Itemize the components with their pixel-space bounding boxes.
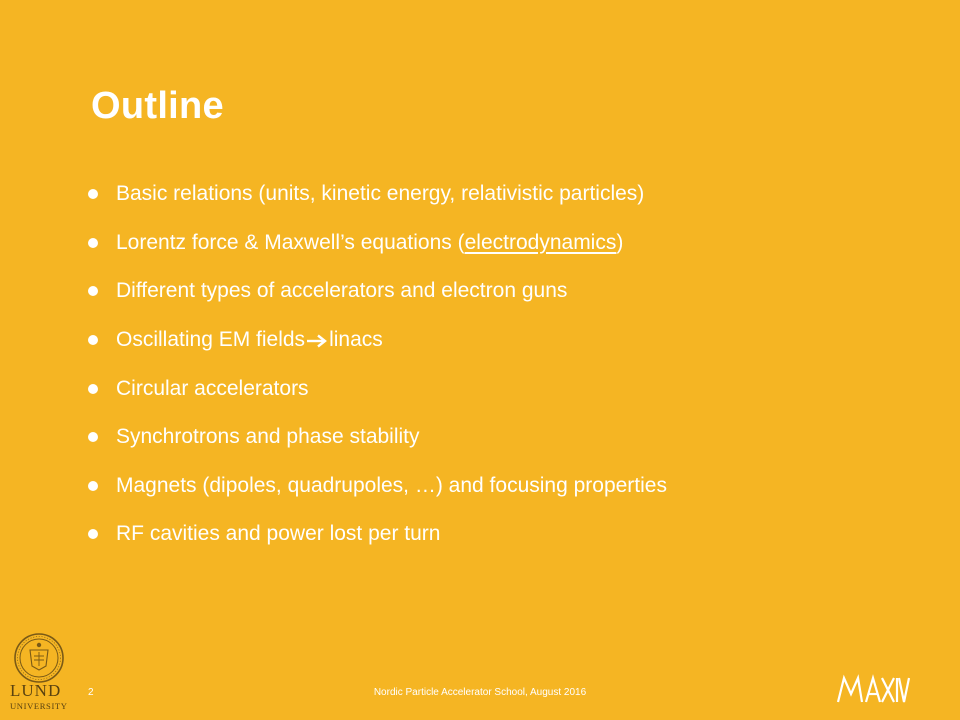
bullet-text: Synchrotrons and phase stability xyxy=(116,425,420,449)
bullet-text: Circular accelerators xyxy=(116,376,309,400)
bullet-dot-icon xyxy=(88,384,98,394)
bullet-item xyxy=(88,462,908,511)
bullet-text xyxy=(116,231,623,255)
maxiv-logo xyxy=(836,674,910,704)
lund-logo-line1: LUND xyxy=(10,681,62,700)
bullet-dot-icon xyxy=(88,529,98,539)
bullet-text xyxy=(116,328,383,352)
bullet-dot-icon xyxy=(88,189,98,199)
bullet-item xyxy=(88,413,908,462)
bullet-text-before: Lorentz force & Maxwell’s equations ( xyxy=(116,230,465,254)
bullet-text: Magnets (dipoles, quadrupoles, …) and focusing properties xyxy=(116,473,667,497)
page-number: 2 xyxy=(88,687,94,698)
bullet-dot-icon xyxy=(88,481,98,491)
bullet-dot-icon xyxy=(88,432,98,442)
bullet-item xyxy=(88,510,908,559)
lund-logo-line2: UNIVERSITY xyxy=(10,701,68,711)
bullet-text: Basic relations (units, kinetic energy, relativistic particles) xyxy=(116,182,645,206)
bullet-item xyxy=(88,364,908,413)
lund-university-logo xyxy=(8,632,70,714)
bullet-list xyxy=(88,170,908,559)
electrodynamics-link[interactable]: electrodynamics xyxy=(464,230,617,254)
bullet-item xyxy=(88,170,908,219)
bullet-text-after: linacs xyxy=(329,328,383,352)
footer-event-text: Nordic Particle Accelerator School, August 2016 xyxy=(373,687,587,698)
bullet-dot-icon xyxy=(88,238,98,248)
bullet-item xyxy=(88,316,908,365)
bullet-text: RF cavities and power lost per turn xyxy=(116,522,441,546)
bullet-text: Different types of accelerators and electron guns xyxy=(116,279,568,303)
right-arrow-icon xyxy=(306,334,328,348)
bullet-item xyxy=(88,219,908,268)
bullet-dot-icon xyxy=(88,286,98,296)
bullet-item xyxy=(88,267,908,316)
bullet-text-after: ) xyxy=(616,230,624,254)
slide-title: Outline xyxy=(91,85,224,127)
bullet-text-before: Oscillating EM fields xyxy=(116,328,306,352)
bullet-dot-icon xyxy=(88,335,98,345)
